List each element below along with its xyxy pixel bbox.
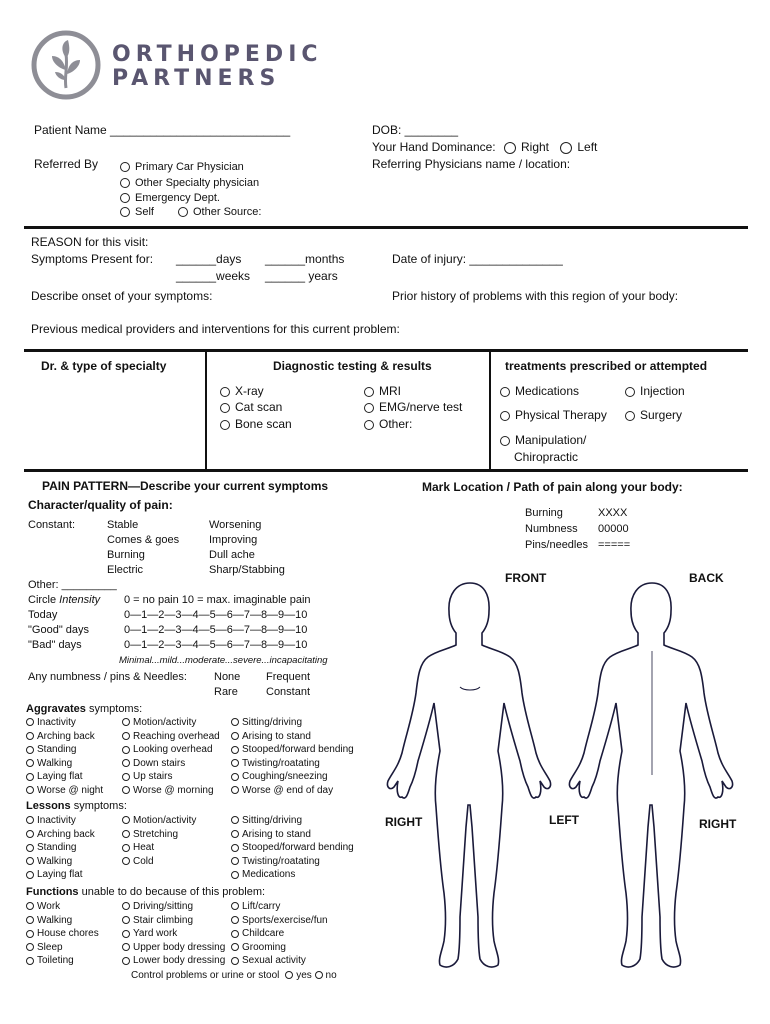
lessons-option[interactable]: Standing <box>26 842 76 853</box>
radio-icon[interactable] <box>231 930 239 938</box>
aggravates-option[interactable]: Laying flat <box>26 771 83 782</box>
radio-icon[interactable] <box>625 387 635 397</box>
radio-icon[interactable] <box>120 162 130 172</box>
diag-option[interactable]: Bone scan <box>220 417 292 431</box>
treatments-header: treatments prescribed or attempted <box>505 359 708 373</box>
functions-option[interactable]: Sexual activity <box>231 955 306 966</box>
referred-option[interactable]: Other Specialty physician <box>120 177 259 189</box>
functions-option[interactable]: Lower body dressing <box>122 955 225 966</box>
date-of-injury-field[interactable]: Date of injury: ______________ <box>392 252 563 266</box>
radio-icon[interactable] <box>122 902 130 910</box>
aggravates-option[interactable]: Worse @ night <box>26 785 103 796</box>
radio-icon[interactable] <box>120 207 130 217</box>
radio-icon[interactable] <box>625 411 635 421</box>
aggravates-option[interactable]: Coughing/sneezing <box>231 771 328 782</box>
lessons-option[interactable]: Laying flat <box>26 869 83 880</box>
other-source-option[interactable]: Other Source: <box>178 206 261 218</box>
radio-icon[interactable] <box>231 857 239 865</box>
severity-caption: Minimal...mild...moderate...severe...incapacitating <box>119 655 328 666</box>
treat-option[interactable]: Medications <box>500 384 579 398</box>
months-field[interactable]: ______months <box>265 252 345 266</box>
right-label-front: RIGHT <box>385 815 423 829</box>
numbness-option[interactable]: Frequent <box>266 671 311 683</box>
radio-icon[interactable] <box>231 773 239 781</box>
functions-option[interactable]: Driving/sitting <box>122 901 193 912</box>
char-option[interactable]: Burning <box>107 549 145 561</box>
onset-label: Describe onset of your symptoms: <box>31 289 213 303</box>
no-radio[interactable] <box>315 971 323 979</box>
aggravates-option[interactable]: Motion/activity <box>122 717 196 728</box>
constant-label: Constant: <box>28 519 76 531</box>
lessons-option[interactable]: Heat <box>122 842 154 853</box>
radio-icon[interactable] <box>122 786 130 794</box>
hand-dominance <box>372 140 597 154</box>
radio-icon[interactable] <box>364 420 374 430</box>
radio-icon[interactable] <box>231 830 239 838</box>
scale-definition: 0 = no pain 10 = max. imaginable pain <box>124 594 311 606</box>
previous-providers-label: Previous medical providers and interventions for this current problem: <box>31 322 400 336</box>
aggravates-option[interactable]: Worse @ morning <box>122 785 214 796</box>
radio-icon[interactable] <box>122 732 130 740</box>
aggravates-option[interactable]: Stooped/forward bending <box>231 744 354 755</box>
years-field[interactable]: ______ years <box>265 269 338 283</box>
char-option[interactable]: Improving <box>209 534 258 546</box>
radio-icon[interactable] <box>231 902 239 910</box>
diag-option[interactable]: Other: <box>364 417 412 431</box>
treat-option-cont: Chiropractic <box>514 450 579 464</box>
functions-option[interactable]: Sports/exercise/fun <box>231 915 328 926</box>
char-option[interactable]: Dull ache <box>209 549 255 561</box>
numbness-option[interactable]: Rare <box>214 686 238 698</box>
weeks-field[interactable]: ______weeks <box>176 269 251 283</box>
aggravates-option[interactable]: Inactivity <box>26 717 76 728</box>
radio-icon[interactable] <box>122 957 130 965</box>
aggravates-option[interactable]: Twisting/roatating <box>231 758 320 769</box>
functions-option[interactable]: Childcare <box>231 928 284 939</box>
radio-icon[interactable] <box>26 732 34 740</box>
aggravates-option[interactable]: Sitting/driving <box>231 717 302 728</box>
radio-icon[interactable] <box>231 786 239 794</box>
radio-icon[interactable] <box>178 207 188 217</box>
radio-icon[interactable] <box>122 830 130 838</box>
char-option[interactable]: Electric <box>107 564 144 576</box>
lessons-option[interactable]: Cold <box>122 856 154 867</box>
referred-option[interactable]: Self <box>120 206 154 218</box>
functions-option[interactable]: Walking <box>26 915 72 926</box>
aggravates-option[interactable]: Down stairs <box>122 758 185 769</box>
hand-left-radio[interactable] <box>560 142 572 154</box>
radio-icon[interactable] <box>231 957 239 965</box>
aggravates-option[interactable]: Looking overhead <box>122 744 213 755</box>
radio-icon[interactable] <box>26 916 34 924</box>
right-label-back: RIGHT <box>699 817 737 831</box>
lessons-option[interactable]: Inactivity <box>26 815 76 826</box>
aggravates-title: Aggravates symptoms: <box>26 703 143 715</box>
hand-right-label: Right <box>520 140 549 154</box>
radio-icon[interactable] <box>500 411 510 421</box>
functions-option[interactable]: Work <box>26 901 60 912</box>
radio-icon[interactable] <box>26 786 34 794</box>
brand-line2: PARTNERS <box>112 66 281 91</box>
pain-scale[interactable]: 0—1—2—3—4—5—6—7—8—9—10 <box>124 639 308 651</box>
front-body-figure[interactable] <box>387 583 550 967</box>
other-char-field[interactable]: Other: _________ <box>28 579 117 591</box>
legend-symbol: XXXX <box>598 507 628 519</box>
radio-icon[interactable] <box>120 193 130 203</box>
diag-option[interactable]: X-ray <box>220 384 264 398</box>
radio-icon[interactable] <box>122 844 130 852</box>
pain-pattern-title: PAIN PATTERN—Describe your current symptoms <box>42 479 329 493</box>
functions-option[interactable]: Sleep <box>26 942 63 953</box>
lessons-option[interactable]: Stretching <box>122 829 178 840</box>
lessons-option[interactable]: Stooped/forward bending <box>231 842 354 853</box>
aggravates-option[interactable]: Worse @ end of day <box>231 785 333 796</box>
radio-icon[interactable] <box>26 816 34 824</box>
legend-label: Pins/needles <box>525 539 588 551</box>
numbness-option[interactable]: None <box>214 671 241 683</box>
specialty-header: Dr. & type of specialty <box>41 359 167 373</box>
table-col-rule <box>489 349 491 470</box>
radio-icon[interactable] <box>26 943 34 951</box>
aggravates-option[interactable]: Reaching overhead <box>122 731 220 742</box>
patient-name-field[interactable]: Patient Name ___________________________ <box>34 123 291 137</box>
diag-option[interactable]: Cat scan <box>220 400 282 414</box>
numbness-label: Any numbness / pins & Needles: <box>28 671 187 683</box>
char-option[interactable]: Sharp/Stabbing <box>209 564 285 576</box>
radio-icon[interactable] <box>122 759 130 767</box>
table-col-rule <box>205 349 207 470</box>
hand-dominance-label: Your Hand Dominance: <box>372 140 496 154</box>
scale-row-label: "Bad" days <box>28 639 82 651</box>
divider <box>24 226 748 229</box>
diag-option[interactable]: MRI <box>364 384 401 398</box>
radio-icon[interactable] <box>364 403 374 413</box>
radio-icon[interactable] <box>26 957 34 965</box>
radio-icon[interactable] <box>26 830 34 838</box>
radio-icon[interactable] <box>120 178 130 188</box>
lessons-title: Lessons symptoms: <box>26 800 127 812</box>
circle-intensity-label: Circle Intensity <box>28 594 101 606</box>
body-map-title: Mark Location / Path of pain along your body: <box>422 480 683 494</box>
functions-option[interactable]: Yard work <box>122 928 177 939</box>
back-body-figure[interactable] <box>569 583 732 967</box>
treat-option[interactable]: Injection <box>625 384 685 398</box>
left-label: LEFT <box>549 813 579 827</box>
radio-icon[interactable] <box>364 387 374 397</box>
back-label: BACK <box>689 571 724 585</box>
radio-icon[interactable] <box>231 871 239 879</box>
lessons-option[interactable]: Sitting/driving <box>231 815 302 826</box>
functions-option[interactable]: Grooming <box>231 942 286 953</box>
functions-option[interactable]: House chores <box>26 928 99 939</box>
radio-icon[interactable] <box>500 436 510 446</box>
control-question: Control problems or urine or stool yes no <box>131 970 337 981</box>
lessons-option[interactable]: Twisting/roatating <box>231 856 320 867</box>
lessons-option[interactable]: Walking <box>26 856 72 867</box>
radio-icon[interactable] <box>220 387 230 397</box>
radio-icon[interactable] <box>231 816 239 824</box>
functions-option[interactable]: Toileting <box>26 955 74 966</box>
pain-scale[interactable]: 0—1—2—3—4—5—6—7—8—9—10 <box>124 609 308 621</box>
logo-mark-icon <box>30 28 102 102</box>
yes-radio[interactable] <box>285 971 293 979</box>
table-top-rule <box>24 349 748 352</box>
char-option[interactable]: Stable <box>107 519 139 531</box>
radio-icon[interactable] <box>231 844 239 852</box>
aggravates-option[interactable]: Walking <box>26 758 72 769</box>
radio-icon[interactable] <box>231 746 239 754</box>
table-bottom-rule <box>24 469 748 472</box>
treat-option[interactable]: Surgery <box>625 408 682 422</box>
aggravates-option[interactable]: Standing <box>26 744 76 755</box>
radio-icon[interactable] <box>26 773 34 781</box>
radio-icon[interactable] <box>26 746 34 754</box>
radio-icon[interactable] <box>122 943 130 951</box>
referring-physician-field[interactable]: Referring Physicians name / location: <box>372 157 571 171</box>
radio-icon[interactable] <box>122 930 130 938</box>
hand-right-radio[interactable] <box>504 142 516 154</box>
symptoms-label: Symptoms Present for: <box>31 252 154 266</box>
lessons-option[interactable]: Arising to stand <box>231 829 311 840</box>
legend-label: Numbness <box>525 523 578 535</box>
brand-line1: ORTHOPEDIC <box>112 42 323 67</box>
functions-option[interactable]: Stair climbing <box>122 915 193 926</box>
char-option[interactable]: Worsening <box>209 519 262 531</box>
prior-history-label: Prior history of problems with this region of your body: <box>392 289 679 303</box>
front-label: FRONT <box>505 571 547 585</box>
radio-icon[interactable] <box>231 916 239 924</box>
radio-icon[interactable] <box>122 746 130 754</box>
functions-option[interactable]: Lift/carry <box>231 901 280 912</box>
character-title: Character/quality of pain: <box>28 498 173 512</box>
scale-row-label: Today <box>28 609 58 621</box>
radio-icon[interactable] <box>231 943 239 951</box>
diagnostic-header: Diagnostic testing & results <box>273 359 432 373</box>
days-field[interactable]: ______days <box>176 252 242 266</box>
radio-icon[interactable] <box>26 871 34 879</box>
radio-icon[interactable] <box>122 718 130 726</box>
aggravates-option[interactable]: Arching back <box>26 731 95 742</box>
legend-label: Burning <box>525 507 563 519</box>
treat-option[interactable]: Manipulation/ <box>500 433 586 447</box>
radio-icon[interactable] <box>26 902 34 910</box>
functions-option[interactable]: Upper body dressing <box>122 942 225 953</box>
radio-icon[interactable] <box>220 420 230 430</box>
radio-icon[interactable] <box>122 916 130 924</box>
radio-icon[interactable] <box>231 759 239 767</box>
radio-icon[interactable] <box>26 759 34 767</box>
referred-option[interactable]: Emergency Dept. <box>120 192 220 204</box>
radio-icon[interactable] <box>26 718 34 726</box>
lessons-option[interactable]: Motion/activity <box>122 815 196 826</box>
lessons-option[interactable]: Arching back <box>26 829 95 840</box>
functions-title: Functions unable to do because of this problem: <box>26 886 266 898</box>
char-option[interactable]: Comes & goes <box>107 534 180 546</box>
reason-title: REASON for this visit: <box>31 235 149 249</box>
radio-icon[interactable] <box>26 930 34 938</box>
legend-symbol: 00000 <box>598 523 629 535</box>
treat-option[interactable]: Physical Therapy <box>500 408 607 422</box>
radio-icon[interactable] <box>231 732 239 740</box>
radio-icon[interactable] <box>122 816 130 824</box>
diag-option[interactable]: EMG/nerve test <box>364 400 462 414</box>
numbness-option[interactable]: Constant <box>266 686 311 698</box>
dob-field[interactable]: DOB: ________ <box>372 123 459 137</box>
aggravates-option[interactable]: Arising to stand <box>231 731 311 742</box>
body-diagram[interactable] <box>380 575 760 995</box>
referred-option[interactable]: Primary Car Physician <box>120 161 244 173</box>
radio-icon[interactable] <box>122 857 130 865</box>
radio-icon[interactable] <box>231 718 239 726</box>
radio-icon[interactable] <box>220 403 230 413</box>
radio-icon[interactable] <box>122 773 130 781</box>
hand-left-label: Left <box>577 140 598 154</box>
pain-scale[interactable]: 0—1—2—3—4—5—6—7—8—9—10 <box>124 624 308 636</box>
radio-icon[interactable] <box>26 857 34 865</box>
legend-symbol: ===== <box>598 539 631 551</box>
radio-icon[interactable] <box>500 387 510 397</box>
referred-by-label: Referred By <box>34 157 99 171</box>
lessons-option[interactable]: Medications <box>231 869 295 880</box>
aggravates-option[interactable]: Up stairs <box>122 771 172 782</box>
scale-row-label: "Good" days <box>28 624 90 636</box>
radio-icon[interactable] <box>26 844 34 852</box>
